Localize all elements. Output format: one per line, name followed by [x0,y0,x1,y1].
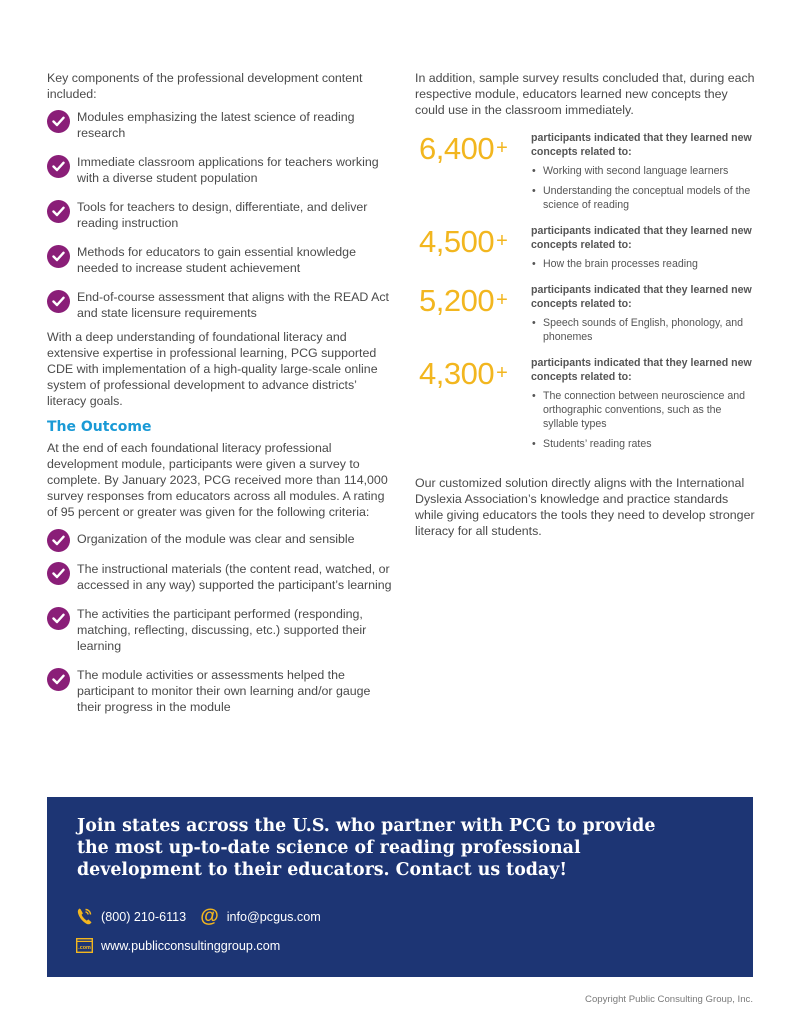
criteria-list [47,528,392,715]
survey-intro: In addition, sample survey results concluded that, during each respective module, educators learned new concepts they could use in the classroom immediately. [415,71,755,117]
stat-description [531,356,755,457]
list-item [47,154,392,186]
checkmark-icon [47,245,70,268]
stat-description [531,131,755,218]
contact-banner [47,797,753,977]
stat-heading: participants indicated that they learned new concepts related to: [531,225,752,251]
list-item: • Speech sounds of English, phonology, and phonemes [531,316,755,344]
checkmark-icon [47,110,70,133]
checkmark-icon [47,562,70,585]
stat-heading: participants indicated that they learned new concepts related to: [531,284,752,310]
stat-description [531,283,755,350]
stat-number: 4,300 + [419,356,508,391]
component-text: Methods for educators to gain essential knowledge needed to increase student achievement [77,245,356,275]
checkmark-icon [47,200,70,223]
phone-icon [76,907,93,926]
list-item: • The connection between neuroscience and orthographic conventions, such as the syllable types [531,389,755,431]
list-item [47,606,392,654]
list-item: • Working with second language learners [531,164,755,178]
at-sign-icon: @ [200,905,219,927]
contact-row-web [76,938,294,953]
checkmark-icon [47,290,70,313]
criterion-text: The activities the participant performed (responding, matching, reflecting, discussing, etc.) supported their learning [77,607,367,653]
stat-items [531,389,755,451]
list-item [47,561,392,593]
plus-sign: + [496,289,508,311]
stat-description [531,224,755,277]
checkmark-icon [47,607,70,630]
list-item: • Understanding the conceptual models of the science of reading [531,184,755,212]
outcome-heading: The Outcome [47,419,152,435]
stat-block [415,224,755,277]
list-item: • Students’ reading rates [531,437,755,451]
website-contact[interactable] [76,938,280,953]
web-browser-icon [76,938,93,953]
checkmark-icon [47,155,70,178]
stat-block [415,283,755,350]
list-item [47,109,392,141]
phone-number: (800) 210-6113 [101,909,187,924]
list-item [47,528,392,552]
stat-number: 6,400 + [419,131,508,166]
outcome-paragraph: At the end of each foundational literacy professional development module, participants were given a survey to complete. By January 2023, PCG received more than 114,000 survey responses from educators across all modules. A rating of 95 percent or greater was given for the following criteria: [47,441,388,519]
criterion-text: The module activities or assessments helped the participant to monitor their own learning and/or gauge their progress in the module [77,668,371,714]
email-contact[interactable] [200,905,321,927]
stat-number: 5,200 + [419,283,508,318]
criterion-text: The instructional materials (the content read, watched, or accessed in any way) supported the participant’s learning [77,562,392,592]
stat-items [531,257,755,271]
left-column [47,70,392,715]
plus-sign: + [496,362,508,384]
approach-paragraph: With a deep understanding of foundational literacy and extensive expertise in professional learning, PCG supported CDE with implementation of a high-quality large-scale online system of professional development to advance districts’ literacy goals. [47,330,378,408]
stat-block [415,356,755,457]
checkmark-icon [47,668,70,691]
web-icon-label: .com [78,945,91,951]
component-text: Immediate classroom applications for teachers working with a diverse student population [77,155,379,185]
plus-sign: + [496,230,508,252]
right-column [415,70,755,539]
list-item [47,199,392,231]
component-text: End-of-course assessment that aligns with the READ Act and state licensure requirements [77,290,389,320]
contact-row-primary [76,907,335,926]
checkmark-icon [47,529,70,552]
stat-number: 4,500 + [419,224,508,259]
list-item [47,667,392,715]
list-item: • How the brain processes reading [531,257,755,271]
components-intro: Key components of the professional development content included: [47,71,363,101]
copyright-notice: Copyright Public Consulting Group, Inc. [585,994,753,1005]
phone-contact[interactable] [76,907,186,926]
stat-items [531,316,755,344]
stat-block [415,131,755,218]
plus-sign: + [496,137,508,159]
stat-heading: participants indicated that they learned new concepts related to: [531,357,752,383]
stat-heading: participants indicated that they learned new concepts related to: [531,132,752,158]
closing-paragraph: Our customized solution directly aligns with the International Dyslexia Association’s knowledge and practice standards while giving educators the tools they need to develop stronger literacy for all students. [415,476,755,538]
components-list [47,109,392,321]
criterion-text: Organization of the module was clear and sensible [77,532,355,546]
component-text: Tools for teachers to design, differentiate, and deliver reading instruction [77,200,368,230]
stat-items [531,164,755,212]
component-text: Modules emphasizing the latest science of reading research [77,110,355,140]
list-item [47,244,392,276]
website-url: www.publicconsultinggroup.com [101,938,281,953]
email-address: info@pcgus.com [226,909,321,924]
call-to-action: Join states across the U.S. who partner with PCG to provide the most up-to-date science of reading professional development to their educators. Contact us today! [77,816,656,880]
list-item [47,289,392,321]
